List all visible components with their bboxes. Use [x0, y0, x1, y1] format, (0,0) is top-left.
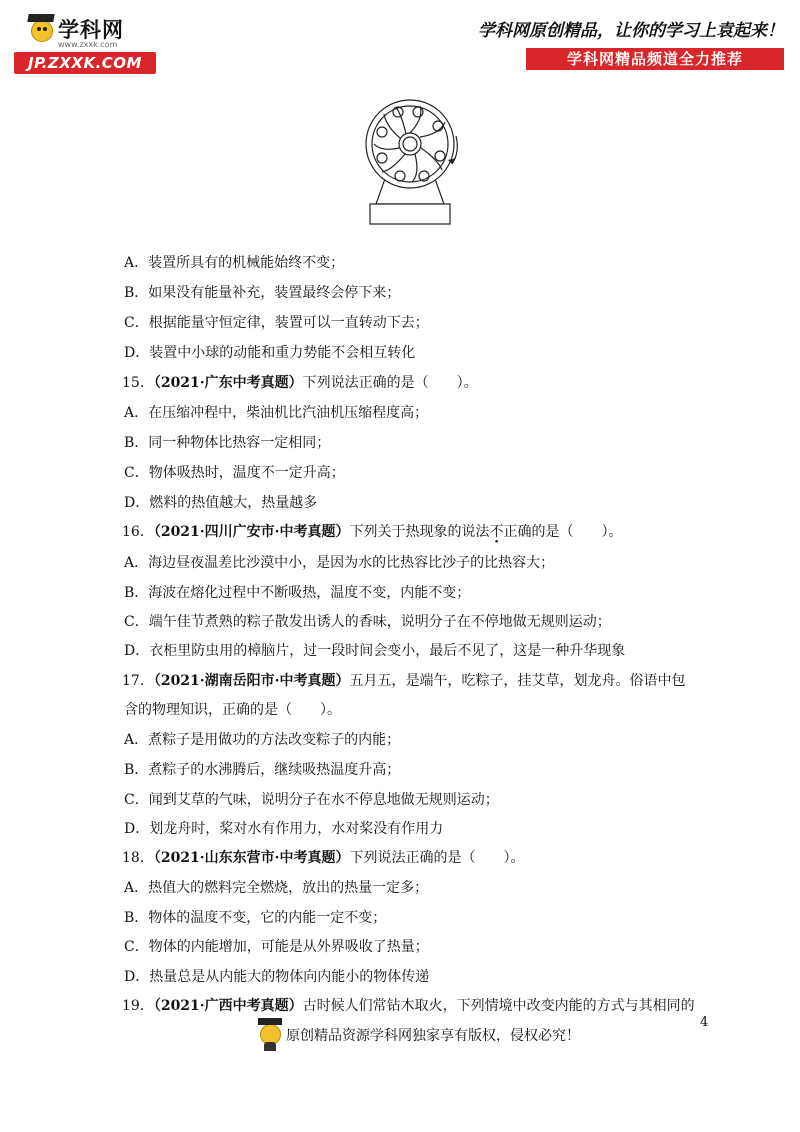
perpetual-wheel-figure: [360, 96, 460, 226]
q14-option-b: B．如果没有能量补充，装置最终会停下来；: [124, 285, 401, 301]
question-number: 18．: [122, 850, 154, 866]
q17-option-d: D．划龙舟时，桨对水有作用力，水对桨没有作用力: [124, 821, 444, 837]
question-source-tag: （2021·四川广安市·中考真题）: [153, 524, 350, 540]
q15-option-b: B．同一种物体比热容一定相同；: [124, 435, 331, 451]
question-number: 15．: [122, 375, 154, 391]
question-stem-tail: 正确的是（ ）。: [503, 524, 623, 540]
logo-url: www.zxxk.com: [58, 40, 118, 49]
question-17-stem-cont: 含的物理知识，正确的是（ ）。: [124, 702, 341, 718]
question-17: [122, 671, 686, 691]
q16-option-b: B．海波在熔化过程中不断吸热，温度不变，内能不变；: [124, 585, 471, 601]
q18-option-c: C．物体的内能增加，可能是从外界吸收了热量；: [124, 939, 429, 955]
question-stem: 古时候人们常钻木取火，下列情境中改变内能的方式与其相同的: [302, 998, 695, 1014]
page-number: 4: [700, 1015, 709, 1030]
q18-option-a: A．热值大的燃料完全燃烧，放出的热量一定多；: [124, 880, 429, 896]
question-source-tag: （2021·广西中考真题）: [153, 998, 303, 1014]
q14-option-c: C．根据能量守恒定律，装置可以一直转动下去；: [124, 315, 429, 331]
question-stem: 五月五，是端午，吃粽子，挂艾草，划龙舟。俗语中包: [349, 673, 686, 689]
q14-option-d: D．装置中小球的动能和重力势能不会相互转化: [124, 345, 416, 361]
q15-option-c: C．物体吸热时，温度不一定升高；: [124, 465, 345, 481]
q18-option-b: B．物体的温度不变，它的内能一定不变；: [124, 910, 387, 926]
logo-bar: JP.ZXXK.COM: [14, 52, 156, 74]
q17-option-c: C．闻到艾草的气味，说明分子在水不停息地做无规则运动；: [124, 792, 499, 808]
q14-option-a: A．装置所具有的机械能始终不变；: [124, 255, 345, 271]
q17-option-a: A．煮粽子是用做功的方法改变粽子的内能；: [124, 732, 401, 748]
question-number: 16．: [122, 524, 154, 540]
q15-option-d: D．燃料的热值越大，热量越多: [124, 495, 318, 511]
question-source-tag: （2021·山东东营市·中考真题）: [153, 850, 350, 866]
question-15: [122, 373, 478, 393]
mascot-icon: [258, 1018, 282, 1052]
question-source-tag: （2021·广东中考真题）: [153, 375, 303, 391]
q16-option-c: C．端午佳节煮熟的粽子散发出诱人的香味，说明分子在不停地做无规则运动；: [124, 614, 611, 630]
footer: [258, 1018, 598, 1058]
q15-option-a: A．在压缩冲程中，柴油机比汽油机压缩程度高；: [124, 405, 429, 421]
q16-option-a: A．海边昼夜温差比沙漠中小，是因为水的比热容比沙子的比热容大；: [124, 555, 555, 571]
copyright-notice: 原创精品资源学科网独家享有版权，侵权必究！: [286, 1028, 580, 1044]
q16-option-d: D．衣柜里防虫用的樟脑片，过一段时间会变小，最后不见了，这是一种升华现象: [124, 643, 626, 659]
question-number: 17．: [122, 673, 154, 689]
question-source-tag: （2021·湖南岳阳市·中考真题）: [153, 673, 350, 689]
q18-option-d: D．热量总是从内能大的物体向内能小的物体传递: [124, 969, 430, 985]
question-19: [122, 996, 695, 1016]
question-stem: 下列说法正确的是（ ）。: [302, 375, 478, 391]
slogan-text: 学科网原创精品，让你的学习上袁起来！: [478, 21, 784, 41]
question-16: [122, 522, 623, 542]
slogan-bar: 学科网精品频道全力推荐: [526, 48, 784, 70]
question-18: [122, 848, 525, 868]
site-logo[interactable]: [14, 12, 156, 72]
header-slogan: [478, 14, 784, 72]
question-stem: 下列关于热现象的说法: [349, 524, 490, 540]
question-number: 19．: [122, 998, 154, 1014]
question-stem: 下列说法正确的是（ ）。: [349, 850, 525, 866]
emphasis-char: 不: [489, 524, 504, 540]
logo-name: 学科网: [58, 18, 124, 42]
mascot-icon: [28, 14, 54, 44]
q17-option-b: B．煮粽子的水沸腾后，继续吸热温度升高；: [124, 762, 401, 778]
